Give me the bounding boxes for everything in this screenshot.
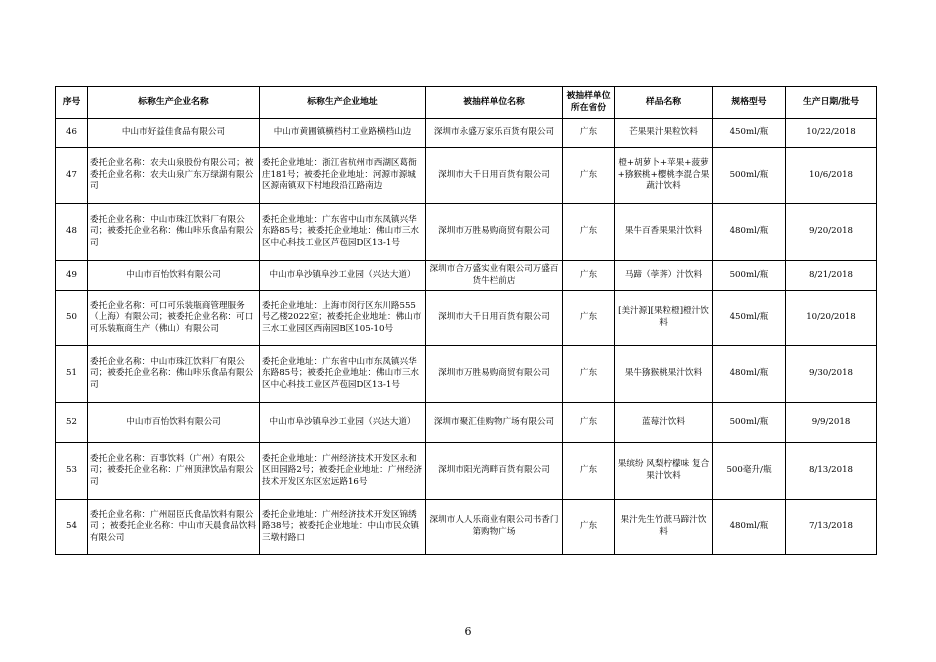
row-sampled-unit: 深圳市万胜易购商贸有限公司 bbox=[426, 204, 563, 261]
row-sampled-unit: 深圳市人人乐商业有限公司书香门第购物广场 bbox=[426, 500, 563, 555]
row-address: 中山市黄圃镇横档村工业路横档山边 bbox=[260, 119, 426, 148]
row-manufacturer: 委托企业名称：百事饮料（广州）有限公司；被委托企业名称：广州顶津饮品有限公司 bbox=[88, 443, 260, 500]
row-manufacturer: 委托企业名称：中山市珠江饮料厂有限公司；被委托企业名称：佛山咔乐食品有限公司 bbox=[88, 204, 260, 261]
row-spec: 480ml/瓶 bbox=[713, 204, 786, 261]
page-number: 6 bbox=[464, 625, 472, 638]
header-cell-index: 序号 bbox=[56, 87, 88, 119]
row-spec: 500ml/瓶 bbox=[713, 148, 786, 204]
row-index: 48 bbox=[56, 204, 88, 261]
table-row bbox=[56, 261, 877, 291]
row-spec: 480ml/瓶 bbox=[713, 500, 786, 555]
row-address: 委托企业地址：广东省中山市东凤镇兴华东路85号；被委托企业地址：佛山市三水区中心科技工业区芦苞园D区13-1号 bbox=[260, 346, 426, 403]
row-index: 46 bbox=[56, 119, 88, 148]
row-index: 52 bbox=[56, 403, 88, 443]
row-province: 广东 bbox=[563, 291, 615, 346]
table-row bbox=[56, 443, 877, 500]
row-spec: 500毫升/瓶 bbox=[713, 443, 786, 500]
row-address: 委托企业地址：广州经济技术开发区锦绣路38号；被委托企业地址：中山市民众镇三墩村路口 bbox=[260, 500, 426, 555]
row-province: 广东 bbox=[563, 443, 615, 500]
row-date: 8/13/2018 bbox=[786, 443, 877, 500]
row-product: 马蹄（荸荠）汁饮料 bbox=[615, 261, 713, 291]
row-date: 10/22/2018 bbox=[786, 119, 877, 148]
row-sampled-unit: 深圳市合万盛实业有限公司万盛百货牛栏前店 bbox=[426, 261, 563, 291]
row-spec: 500ml/瓶 bbox=[713, 261, 786, 291]
row-date: 9/20/2018 bbox=[786, 204, 877, 261]
table-row bbox=[56, 500, 877, 555]
table-row bbox=[56, 204, 877, 261]
header-cell-province: 被抽样单位所在省份 bbox=[563, 87, 615, 119]
row-province: 广东 bbox=[563, 500, 615, 555]
row-index: 47 bbox=[56, 148, 88, 204]
row-index: 49 bbox=[56, 261, 88, 291]
row-spec: 480ml/瓶 bbox=[713, 346, 786, 403]
table-header-row bbox=[56, 87, 877, 119]
row-address: 委托企业地址：广州经济技术开发区永和区田园路2号；被委托企业地址：广州经济技术开发区东区宏远路16号 bbox=[260, 443, 426, 500]
row-province: 广东 bbox=[563, 148, 615, 204]
row-manufacturer: 中山市百怡饮料有限公司 bbox=[88, 403, 260, 443]
table-row bbox=[56, 403, 877, 443]
table-row bbox=[56, 148, 877, 204]
row-date: 10/20/2018 bbox=[786, 291, 877, 346]
row-product: 芒果果汁果粒饮料 bbox=[615, 119, 713, 148]
row-index: 50 bbox=[56, 291, 88, 346]
row-product: 果汁先生竹蔗马蹄汁饮料 bbox=[615, 500, 713, 555]
row-product: 果牛百香果果汁饮料 bbox=[615, 204, 713, 261]
row-address: 委托企业地址：广东省中山市东凤镇兴华东路85号；被委托企业地址：佛山市三水区中心科技工业区芦苞园D区13-1号 bbox=[260, 204, 426, 261]
row-date: 10/6/2018 bbox=[786, 148, 877, 204]
row-province: 广东 bbox=[563, 204, 615, 261]
row-spec: 450ml/瓶 bbox=[713, 291, 786, 346]
row-province: 广东 bbox=[563, 119, 615, 148]
row-province: 广东 bbox=[563, 346, 615, 403]
row-date: 8/21/2018 bbox=[786, 261, 877, 291]
row-manufacturer: 委托企业名称：农夫山泉股份有限公司；被委托企业名称：农夫山泉广东万绿湖有限公司 bbox=[88, 148, 260, 204]
row-sampled-unit: 深圳市万胜易购商贸有限公司 bbox=[426, 346, 563, 403]
row-manufacturer: 中山市好益佳食品有限公司 bbox=[88, 119, 260, 148]
header-cell-sampled-unit: 被抽样单位名称 bbox=[426, 87, 563, 119]
row-address: 中山市阜沙镇阜沙工业园（兴达大道） bbox=[260, 403, 426, 443]
row-province: 广东 bbox=[563, 261, 615, 291]
row-index: 51 bbox=[56, 346, 88, 403]
row-sampled-unit: 深圳市大千日用百货有限公司 bbox=[426, 291, 563, 346]
row-address: 委托企业地址：上海市闵行区东川路555号乙楼2022室；被委托企业地址：佛山市三水工业园区西南园B区105-10号 bbox=[260, 291, 426, 346]
table-row bbox=[56, 346, 877, 403]
row-sampled-unit: 深圳市大千日用百货有限公司 bbox=[426, 148, 563, 204]
row-product: 果牛猕猴桃果汁饮料 bbox=[615, 346, 713, 403]
row-manufacturer: 委托企业名称：中山市珠江饮料厂有限公司；被委托企业名称：佛山咔乐食品有限公司 bbox=[88, 346, 260, 403]
row-product: [美汁源][果粒橙]橙汁饮料 bbox=[615, 291, 713, 346]
header-cell-spec: 规格型号 bbox=[713, 87, 786, 119]
row-index: 54 bbox=[56, 500, 88, 555]
row-date: 9/9/2018 bbox=[786, 403, 877, 443]
row-spec: 450ml/瓶 bbox=[713, 119, 786, 148]
row-index: 53 bbox=[56, 443, 88, 500]
row-spec: 500ml/瓶 bbox=[713, 403, 786, 443]
row-manufacturer: 委托企业名称：可口可乐装瓶商管理服务（上海）有限公司；被委托企业名称：可口可乐装瓶商生产（佛山）有限公司 bbox=[88, 291, 260, 346]
table-row bbox=[56, 291, 877, 346]
row-address: 委托企业地址：浙江省杭州市西湖区葛衙庄181号；被委托企业地址：河源市源城区源南镇双下村地段沿江路南边 bbox=[260, 148, 426, 204]
row-sampled-unit: 深圳市永盛万家乐百货有限公司 bbox=[426, 119, 563, 148]
row-date: 7/13/2018 bbox=[786, 500, 877, 555]
header-cell-address: 标称生产企业地址 bbox=[260, 87, 426, 119]
row-province: 广东 bbox=[563, 403, 615, 443]
header-cell-manufacturer: 标称生产企业名称 bbox=[88, 87, 260, 119]
header-cell-date: 生产日期/批号 bbox=[786, 87, 877, 119]
sampling-results-table bbox=[55, 86, 877, 555]
row-manufacturer: 中山市百怡饮料有限公司 bbox=[88, 261, 260, 291]
row-product: 果缤纷 风梨柠檬味 复合果汁饮料 bbox=[615, 443, 713, 500]
row-sampled-unit: 深圳市阳光湾畔百货有限公司 bbox=[426, 443, 563, 500]
table-row bbox=[56, 119, 877, 148]
row-manufacturer: 委托企业名称：广州屈臣氏食品饮料有限公司 ；被委托企业名称：中山市天晨食品饮料有限公司 bbox=[88, 500, 260, 555]
row-product: 蓝莓汁饮料 bbox=[615, 403, 713, 443]
header-cell-product: 样品名称 bbox=[615, 87, 713, 119]
row-date: 9/30/2018 bbox=[786, 346, 877, 403]
row-product: 橙+胡萝卜+苹果+菠萝+猕猴桃+樱桃李混合果蔬汁饮料 bbox=[615, 148, 713, 204]
row-sampled-unit: 深圳市聚汇佳购物广场有限公司 bbox=[426, 403, 563, 443]
row-address: 中山市阜沙镇阜沙工业园（兴达大道） bbox=[260, 261, 426, 291]
